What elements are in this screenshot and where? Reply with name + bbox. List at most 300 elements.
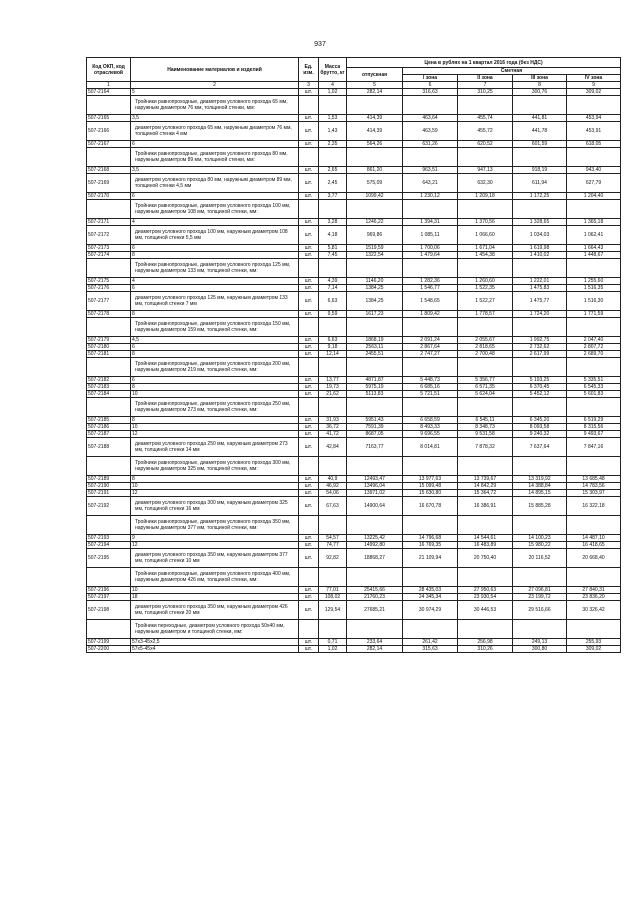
price-zone-3: 29 516,66 <box>513 601 567 620</box>
empty-cell <box>513 516 567 535</box>
item-code: 507-2198 <box>87 601 131 620</box>
empty-cell <box>513 96 567 115</box>
price-zone-2: 30 446,53 <box>458 601 513 620</box>
price-zone-2: 8 348,73 <box>458 424 513 431</box>
empty-cell <box>299 620 319 639</box>
price-zone-4: 2 807,72 <box>567 344 621 351</box>
price-release: 5951,43 <box>347 417 403 424</box>
table-row <box>87 483 621 490</box>
price-zone-2: 20 750,40 <box>458 549 513 568</box>
empty-cell <box>347 96 403 115</box>
price-zone-2: 1 066,60 <box>458 226 513 245</box>
price-zone-3: 249,13 <box>513 639 567 646</box>
table-body <box>87 89 621 653</box>
item-name: диаметром условного прохода 80 мм, наружным диаметром 89 мм, толщиной стенки 4,5 мм <box>131 174 299 193</box>
header-zone-3: III зона <box>513 75 567 82</box>
price-zone-3: 441,78 <box>513 122 567 141</box>
item-name: 5 <box>131 89 299 96</box>
item-name: 3,5 <box>131 167 299 174</box>
empty-cell <box>567 568 621 587</box>
empty-cell <box>299 568 319 587</box>
price-zone-3: 601,59 <box>513 141 567 148</box>
price-zone-2: 310,26 <box>458 646 513 653</box>
empty-cell <box>299 200 319 219</box>
price-release: 233,64 <box>347 639 403 646</box>
item-unit: шт. <box>299 384 319 391</box>
price-zone-3: 441,81 <box>513 115 567 122</box>
item-name: 8 <box>131 476 299 483</box>
item-code: 507-2186 <box>87 424 131 431</box>
item-name: 10 <box>131 424 299 431</box>
price-zone-4: 30 326,42 <box>567 601 621 620</box>
table-row <box>87 639 621 646</box>
empty-cell <box>403 318 458 337</box>
table-row <box>87 252 621 259</box>
item-code: 507-2192 <box>87 497 131 516</box>
price-zone-2: 2 055,67 <box>458 337 513 344</box>
item-mass: 2,65 <box>319 167 347 174</box>
price-zone-4: 943,40 <box>567 167 621 174</box>
item-mass: 67,63 <box>319 497 347 516</box>
empty-cell <box>347 200 403 219</box>
empty-cell <box>567 398 621 417</box>
price-zone-3: 1 172,25 <box>513 193 567 200</box>
item-mass: 12,14 <box>319 351 347 358</box>
empty-cell <box>567 96 621 115</box>
item-unit: шт. <box>299 535 319 542</box>
price-release: 564,26 <box>347 141 403 148</box>
item-name: 6 <box>131 193 299 200</box>
item-code: 507-2172 <box>87 226 131 245</box>
item-mass: 77,01 <box>319 587 347 594</box>
item-unit: шт. <box>299 226 319 245</box>
item-code: 507-2176 <box>87 285 131 292</box>
item-code: 507-2175 <box>87 278 131 285</box>
table-row <box>87 476 621 483</box>
price-zone-3: 1 034,03 <box>513 226 567 245</box>
empty-cell <box>347 398 403 417</box>
empty-cell <box>347 516 403 535</box>
price-release: 575,09 <box>347 174 403 193</box>
item-unit: шт. <box>299 193 319 200</box>
empty-cell <box>403 96 458 115</box>
price-table <box>86 57 621 653</box>
col-number: 3 <box>299 82 319 89</box>
price-release: 414,39 <box>347 122 403 141</box>
empty-cell <box>299 358 319 377</box>
price-zone-2: 1 522,35 <box>458 285 513 292</box>
price-zone-2: 27 950,63 <box>458 587 513 594</box>
price-zone-1: 15 099,48 <box>403 483 458 490</box>
item-mass: 46,92 <box>319 483 347 490</box>
group-title-row <box>87 259 621 278</box>
item-unit: шт. <box>299 337 319 344</box>
item-unit: шт. <box>299 174 319 193</box>
group-title: Тройники равнопроходные, диаметром условного прохода 125 мм, наружным диаметром 133 мм, толщиной стенки, мм: <box>131 259 299 278</box>
item-code: 507-2196 <box>87 587 131 594</box>
price-zone-2: 1 522,27 <box>458 292 513 311</box>
group-title-row <box>87 200 621 219</box>
price-zone-3: 15 980,22 <box>513 542 567 549</box>
table-row <box>87 292 621 311</box>
price-release: 969,86 <box>347 226 403 245</box>
item-unit: шт. <box>299 377 319 384</box>
table-row <box>87 344 621 351</box>
group-title-row <box>87 620 621 639</box>
price-zone-1: 8 014,81 <box>403 438 458 457</box>
item-mass: 74,77 <box>319 542 347 549</box>
price-zone-2: 9 531,58 <box>458 431 513 438</box>
price-zone-2: 14 842,29 <box>458 483 513 490</box>
empty-cell <box>87 148 131 167</box>
empty-cell <box>87 398 131 417</box>
price-zone-4: 5 601,83 <box>567 391 621 398</box>
item-mass: 1,02 <box>319 89 347 96</box>
group-title: Тройники равнопроходные, диаметром условного прохода 200 мм, наружным диаметром 219 мм, толщиной стенки, мм: <box>131 358 299 377</box>
empty-cell <box>87 200 131 219</box>
price-release: 18868,27 <box>347 549 403 568</box>
empty-cell <box>299 398 319 417</box>
price-zone-1: 963,51 <box>403 167 458 174</box>
table-row <box>87 285 621 292</box>
price-zone-4: 5 335,51 <box>567 377 621 384</box>
table-row <box>87 438 621 457</box>
item-name: 3,5 <box>131 115 299 122</box>
price-zone-2: 16 483,89 <box>458 542 513 549</box>
item-code: 507-2177 <box>87 292 131 311</box>
table-row <box>87 601 621 620</box>
table-row <box>87 245 621 252</box>
price-zone-3: 6 345,20 <box>513 417 567 424</box>
empty-cell <box>513 457 567 476</box>
col-number: 4 <box>319 82 347 89</box>
price-zone-3: 611,94 <box>513 174 567 193</box>
price-release: 14992,80 <box>347 542 403 549</box>
empty-cell <box>347 620 403 639</box>
item-mass: 19,73 <box>319 384 347 391</box>
table-row <box>87 587 621 594</box>
item-name: 6 <box>131 285 299 292</box>
price-zone-4: 618,05 <box>567 141 621 148</box>
price-zone-3: 6 370,45 <box>513 384 567 391</box>
price-zone-2: 16 386,91 <box>458 497 513 516</box>
item-name: 6 <box>131 141 299 148</box>
page-number: 937 <box>314 41 326 48</box>
price-zone-3: 9 240,32 <box>513 431 567 438</box>
item-mass: 2,35 <box>319 141 347 148</box>
price-zone-1: 1 546,77 <box>403 285 458 292</box>
price-release: 1519,59 <box>347 245 403 252</box>
item-code: 507-2180 <box>87 344 131 351</box>
empty-cell <box>319 457 347 476</box>
item-unit: шт. <box>299 245 319 252</box>
empty-cell <box>513 200 567 219</box>
item-name: диаметром условного прохода 300 мм, наружным диаметром 325 мм, толщиной стенки 16 мм <box>131 497 299 516</box>
group-title-row <box>87 516 621 535</box>
item-mass: 6,63 <box>319 292 347 311</box>
item-unit: шт. <box>299 141 319 148</box>
item-mass: 9,18 <box>319 344 347 351</box>
price-zone-3: 14 895,15 <box>513 490 567 497</box>
col-number: 7 <box>458 82 513 89</box>
empty-cell <box>87 96 131 115</box>
item-code: 507-2167 <box>87 141 131 148</box>
table-row <box>87 542 621 549</box>
item-name: 6 <box>131 377 299 384</box>
group-title: Тройники равнопроходные, диаметром условного прохода 400 мм, наружным диаметром 426 мм, толщиной стенки, мм: <box>131 568 299 587</box>
empty-cell <box>458 568 513 587</box>
price-zone-1: 1 282,36 <box>403 278 458 285</box>
item-mass: 1,02 <box>319 646 347 653</box>
price-zone-1: 16 670,78 <box>403 497 458 516</box>
item-code: 507-2194 <box>87 542 131 549</box>
price-zone-1: 631,26 <box>403 141 458 148</box>
price-zone-4: 309,02 <box>567 89 621 96</box>
group-title: Тройники равнопроходные, диаметром условного прохода 100 мм, наружным диаметром 108 мм, толщиной стенки, мм: <box>131 200 299 219</box>
item-mass: 92,82 <box>319 549 347 568</box>
price-zone-4: 1 448,67 <box>567 252 621 259</box>
group-title: Тройники переходные, диаметром условного прохода 50х40 мм, наружным диаметром и толщиной стенки, мм: <box>131 620 299 639</box>
table-row <box>87 122 621 141</box>
price-zone-4: 1 771,59 <box>567 311 621 318</box>
empty-cell <box>567 148 621 167</box>
item-unit: шт. <box>299 252 319 259</box>
empty-cell <box>87 259 131 278</box>
price-release: 861,20 <box>347 167 403 174</box>
col-number: 6 <box>403 82 458 89</box>
group-title-row <box>87 358 621 377</box>
empty-cell <box>347 318 403 337</box>
empty-cell <box>458 398 513 417</box>
table-row <box>87 594 621 601</box>
price-zone-1: 13 977,63 <box>403 476 458 483</box>
price-release: 414,39 <box>347 115 403 122</box>
item-name: 57х3-45х2,5 <box>131 639 299 646</box>
item-code: 507-2200 <box>87 646 131 653</box>
table-row <box>87 89 621 96</box>
price-zone-4: 309,02 <box>567 646 621 653</box>
price-release: 27685,21 <box>347 601 403 620</box>
header-estimated: Сметная <box>403 68 621 75</box>
item-unit: шт. <box>299 594 319 601</box>
price-zone-4: 6 545,33 <box>567 384 621 391</box>
item-name: 10 <box>131 483 299 490</box>
price-zone-1: 1 700,06 <box>403 245 458 252</box>
price-zone-2: 23 930,54 <box>458 594 513 601</box>
price-zone-2: 6 571,35 <box>458 384 513 391</box>
table-row <box>87 311 621 318</box>
price-zone-4: 15 303,97 <box>567 490 621 497</box>
price-zone-1: 463,59 <box>403 122 458 141</box>
empty-cell <box>319 259 347 278</box>
item-mass: 13,77 <box>319 377 347 384</box>
item-unit: шт. <box>299 391 319 398</box>
header-zone-2: II зона <box>458 75 513 82</box>
empty-cell <box>299 457 319 476</box>
price-zone-3: 5 452,12 <box>513 391 567 398</box>
item-unit: шт. <box>299 476 319 483</box>
price-zone-4: 6 519,29 <box>567 417 621 424</box>
price-zone-3: 1 222,01 <box>513 278 567 285</box>
price-zone-3: 300,76 <box>513 89 567 96</box>
price-zone-1: 1 394,31 <box>403 219 458 226</box>
empty-cell <box>458 620 513 639</box>
price-zone-1: 8 493,33 <box>403 424 458 431</box>
price-release: 8687,05 <box>347 431 403 438</box>
table-row <box>87 417 621 424</box>
price-zone-1: 1 085,11 <box>403 226 458 245</box>
price-zone-2: 1 671,04 <box>458 245 513 252</box>
item-name: 4,5 <box>131 337 299 344</box>
price-zone-3: 1 992,75 <box>513 337 567 344</box>
empty-cell <box>87 620 131 639</box>
price-zone-1: 463,64 <box>403 115 458 122</box>
price-zone-3: 13 319,92 <box>513 476 567 483</box>
empty-cell <box>403 568 458 587</box>
empty-cell <box>403 200 458 219</box>
price-zone-1: 315,63 <box>403 646 458 653</box>
price-release: 13496,04 <box>347 483 403 490</box>
item-code: 507-2170 <box>87 193 131 200</box>
price-zone-1: 30 974,29 <box>403 601 458 620</box>
price-zone-2: 5 356,77 <box>458 377 513 384</box>
item-mass: 54,57 <box>319 535 347 542</box>
group-title-row <box>87 398 621 417</box>
price-zone-4: 2 689,70 <box>567 351 621 358</box>
header-zone-1: I зона <box>403 75 458 82</box>
price-release: 282,14 <box>347 89 403 96</box>
price-zone-3: 1 475,83 <box>513 285 567 292</box>
price-zone-2: 2 700,48 <box>458 351 513 358</box>
empty-cell <box>87 457 131 476</box>
item-code: 507-2195 <box>87 549 131 568</box>
price-zone-1: 261,42 <box>403 639 458 646</box>
price-zone-3: 918,19 <box>513 167 567 174</box>
price-zone-3: 1 410,02 <box>513 252 567 259</box>
empty-cell <box>319 200 347 219</box>
item-name: 8 <box>131 351 299 358</box>
table-row <box>87 226 621 245</box>
item-mass: 54,06 <box>319 490 347 497</box>
empty-cell <box>403 148 458 167</box>
price-zone-2: 455,72 <box>458 122 513 141</box>
item-mass: 6,63 <box>319 337 347 344</box>
item-unit: шт. <box>299 431 319 438</box>
table-row <box>87 490 621 497</box>
price-zone-1: 1 809,42 <box>403 311 458 318</box>
item-name: 12 <box>131 542 299 549</box>
empty-cell <box>567 200 621 219</box>
price-zone-2: 947,13 <box>458 167 513 174</box>
col-number: 8 <box>513 82 567 89</box>
price-zone-3: 14 100,23 <box>513 535 567 542</box>
price-zone-1: 5 448,73 <box>403 377 458 384</box>
price-zone-2: 1 260,60 <box>458 278 513 285</box>
item-unit: шт. <box>299 483 319 490</box>
item-name: диаметром условного прохода 250 мм, наружным диаметром 273 мм, толщиной стенки 14 мм <box>131 438 299 457</box>
empty-cell <box>458 457 513 476</box>
empty-cell <box>403 398 458 417</box>
group-title-row <box>87 96 621 115</box>
price-zone-3: 5 193,25 <box>513 377 567 384</box>
item-name: 8 <box>131 311 299 318</box>
item-code: 507-2185 <box>87 417 131 424</box>
empty-cell <box>299 318 319 337</box>
item-mass: 3,77 <box>319 193 347 200</box>
group-title: Тройники равнопроходные, диаметром условного прохода 65 мм, наружным диаметром 76 мм, толщиной стенки, мм: <box>131 96 299 115</box>
empty-cell <box>87 358 131 377</box>
item-name: 8 <box>131 384 299 391</box>
item-code: 507-2168 <box>87 167 131 174</box>
price-zone-4: 9 493,67 <box>567 431 621 438</box>
price-release: 5975,19 <box>347 384 403 391</box>
col-number: 1 <box>87 82 131 89</box>
empty-cell <box>458 148 513 167</box>
table-row <box>87 141 621 148</box>
group-title-row <box>87 568 621 587</box>
empty-cell <box>458 259 513 278</box>
price-zone-2: 256,98 <box>458 639 513 646</box>
header-name: Наименование материалов и изделий <box>131 58 299 82</box>
price-release: 1617,23 <box>347 311 403 318</box>
table-row <box>87 424 621 431</box>
item-unit: шт. <box>299 646 319 653</box>
item-name: диаметром условного прохода 125 мм, наружным диаметром 133 мм, толщиной стенки 7 мм <box>131 292 299 311</box>
price-zone-1: 1 230,12 <box>403 193 458 200</box>
item-unit: шт. <box>299 424 319 431</box>
item-mass: 1,43 <box>319 122 347 141</box>
price-zone-2: 310,25 <box>458 89 513 96</box>
group-title-row <box>87 148 621 167</box>
price-zone-3: 300,80 <box>513 646 567 653</box>
group-title-row <box>87 457 621 476</box>
empty-cell <box>567 318 621 337</box>
item-name: 10 <box>131 391 299 398</box>
header-code: Код ОКП, код отраслевой <box>87 58 131 82</box>
item-name: 4 <box>131 219 299 226</box>
header-column-numbers <box>87 82 621 89</box>
price-zone-2: 13 739,67 <box>458 476 513 483</box>
price-zone-2: 620,52 <box>458 141 513 148</box>
price-zone-3: 15 885,28 <box>513 497 567 516</box>
item-code: 507-2164 <box>87 89 131 96</box>
item-unit: шт. <box>299 311 319 318</box>
price-zone-1: 28 435,03 <box>403 587 458 594</box>
header-price-group: Цена в рублях на 1 квартал 2016 года (без НДС) <box>347 58 621 68</box>
col-number: 5 <box>347 82 403 89</box>
group-title: Тройники равнопроходные, диаметром условного прохода 300 мм, наружным диаметром 325 мм, толщиной стенки, мм: <box>131 457 299 476</box>
price-zone-2: 6 545,11 <box>458 417 513 424</box>
price-zone-4: 14 783,56 <box>567 483 621 490</box>
item-mass: 5,81 <box>319 245 347 252</box>
price-release: 1384,25 <box>347 292 403 311</box>
item-mass: 41,72 <box>319 431 347 438</box>
price-zone-4: 23 836,20 <box>567 594 621 601</box>
item-unit: шт. <box>299 278 319 285</box>
item-code: 507-2190 <box>87 483 131 490</box>
item-name: 12 <box>131 490 299 497</box>
price-zone-1: 2 091,24 <box>403 337 458 344</box>
price-zone-2: 15 364,72 <box>458 490 513 497</box>
empty-cell <box>299 516 319 535</box>
price-zone-4: 453,94 <box>567 115 621 122</box>
item-mass: 4,39 <box>319 278 347 285</box>
price-zone-3: 23 199,72 <box>513 594 567 601</box>
price-zone-4: 627,79 <box>567 174 621 193</box>
price-release: 1322,54 <box>347 252 403 259</box>
item-unit: шт. <box>299 438 319 457</box>
empty-cell <box>403 457 458 476</box>
